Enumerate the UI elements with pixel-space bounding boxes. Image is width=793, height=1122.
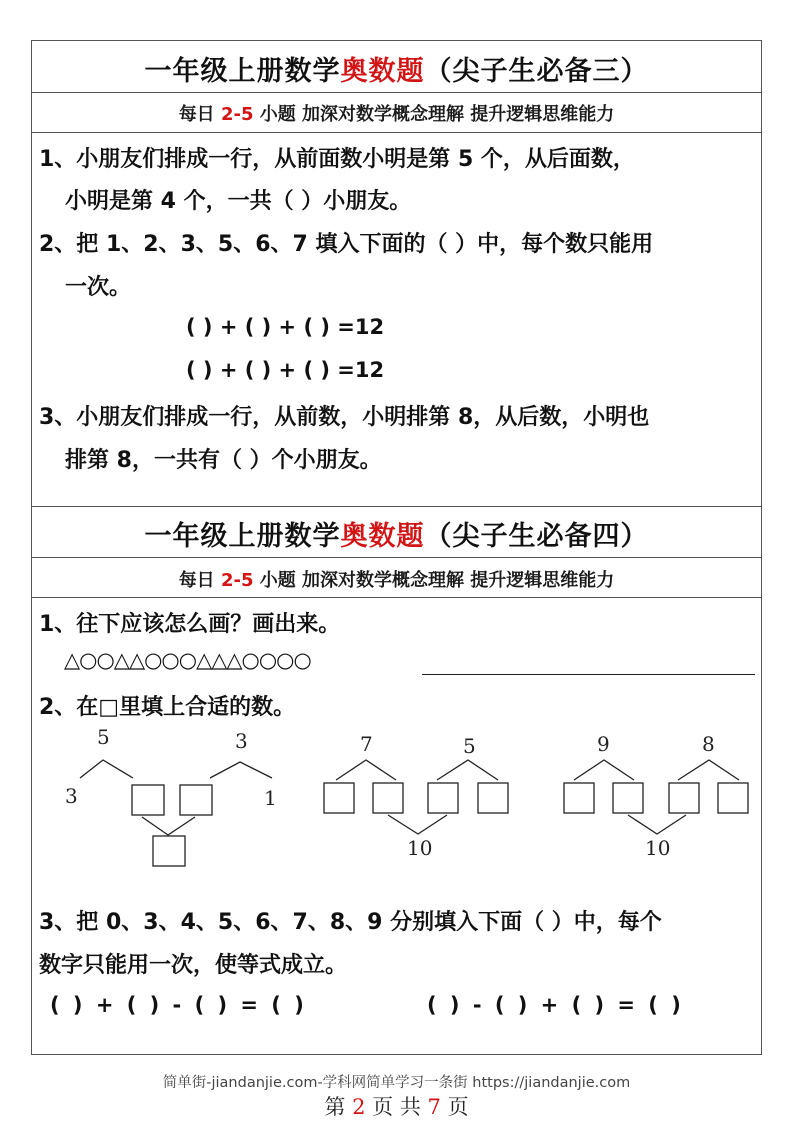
- question-2-equation-2: ( ) + ( ) + ( ) =12: [186, 358, 385, 382]
- branch-line: [336, 760, 396, 780]
- section2-title: 一年级上册数学奥数题（尖子生必备四）: [144, 521, 649, 552]
- page-number: 第 2 页 共 7 页: [324, 1095, 469, 1119]
- diagram-number: 1: [264, 786, 277, 810]
- answer-box: [669, 783, 699, 813]
- s2-question-2-line1: 2、在□里填上合适的数。: [39, 695, 296, 720]
- question-2-line1: 2、把 1、2、3、5、6、7 填入下面的（ ）中，每个数只能用: [39, 232, 654, 257]
- diagram-number: 10: [407, 836, 433, 860]
- branch-line: [210, 762, 272, 778]
- answer-box: [428, 783, 458, 813]
- branch-line: [437, 760, 498, 780]
- branch-line: [678, 760, 739, 780]
- s2-question-3-equation-1: ( ) + ( ) - ( ) = ( ): [50, 993, 304, 1017]
- question-3-line1: 3、小朋友们排成一行，从前数，小明排第 8，从后数，小明也: [39, 405, 650, 430]
- branch-line: [80, 760, 133, 778]
- s2-question-3-equation-2: ( ) - ( ) + ( ) = ( ): [427, 993, 681, 1017]
- answer-box: [132, 785, 164, 815]
- diagram-number: 3: [65, 784, 78, 808]
- diagram-number: 5: [463, 734, 476, 758]
- question-3-line2: 排第 8，一共有（ ）个小朋友。: [65, 448, 382, 473]
- diagram-number: 7: [360, 732, 373, 756]
- answer-box: [613, 783, 643, 813]
- question-1-line2: 小明是第 4 个，一共（ ）小朋友。: [65, 189, 412, 214]
- answer-box: [373, 783, 403, 813]
- answer-box: [718, 783, 748, 813]
- branch-line: [574, 760, 634, 780]
- diagram-number: 3: [235, 729, 248, 753]
- diagram-number: 5: [97, 725, 110, 749]
- diagram-number: 10: [645, 836, 671, 860]
- answer-box: [478, 783, 508, 813]
- answer-box: [153, 836, 185, 866]
- branch-line: [142, 817, 195, 835]
- question-1-line1: 1、小朋友们排成一行，从前面数小明是第 5 个，从后面数，: [39, 147, 635, 172]
- diagram-number: 8: [702, 732, 715, 756]
- question-2-line2: 一次。: [65, 275, 132, 300]
- answer-box: [180, 785, 212, 815]
- section1-title: 一年级上册数学奥数题（尖子生必备三）: [144, 56, 649, 87]
- s2-question-3-line2: 数字只能用一次，使等式成立。: [39, 953, 348, 978]
- answer-box: [324, 783, 354, 813]
- s2-question-1-line1: 1、往下应该怎么画？画出来。: [39, 612, 341, 637]
- s2-question-3-line1: 3、把 0、3、4、5、6、7、8、9 分别填入下面（ ）中，每个: [39, 910, 662, 935]
- branch-line: [628, 815, 686, 834]
- branch-line: [388, 815, 447, 834]
- section1-subtitle: 每日 2-5 小题 加深对数学概念理解 提升逻辑思维能力: [178, 104, 615, 125]
- shape-sequence: △○○△△○○○△△△○○○○: [64, 648, 311, 672]
- section2-subtitle: 每日 2-5 小题 加深对数学概念理解 提升逻辑思维能力: [178, 570, 615, 591]
- footer-site: 简单街-jiandanjie.com-学科网简单学习一条街 https://jiandanjie.com: [162, 1075, 631, 1091]
- answer-box: [564, 783, 594, 813]
- diagram-number: 9: [597, 732, 610, 756]
- question-2-equation-1: ( ) + ( ) + ( ) =12: [186, 315, 385, 339]
